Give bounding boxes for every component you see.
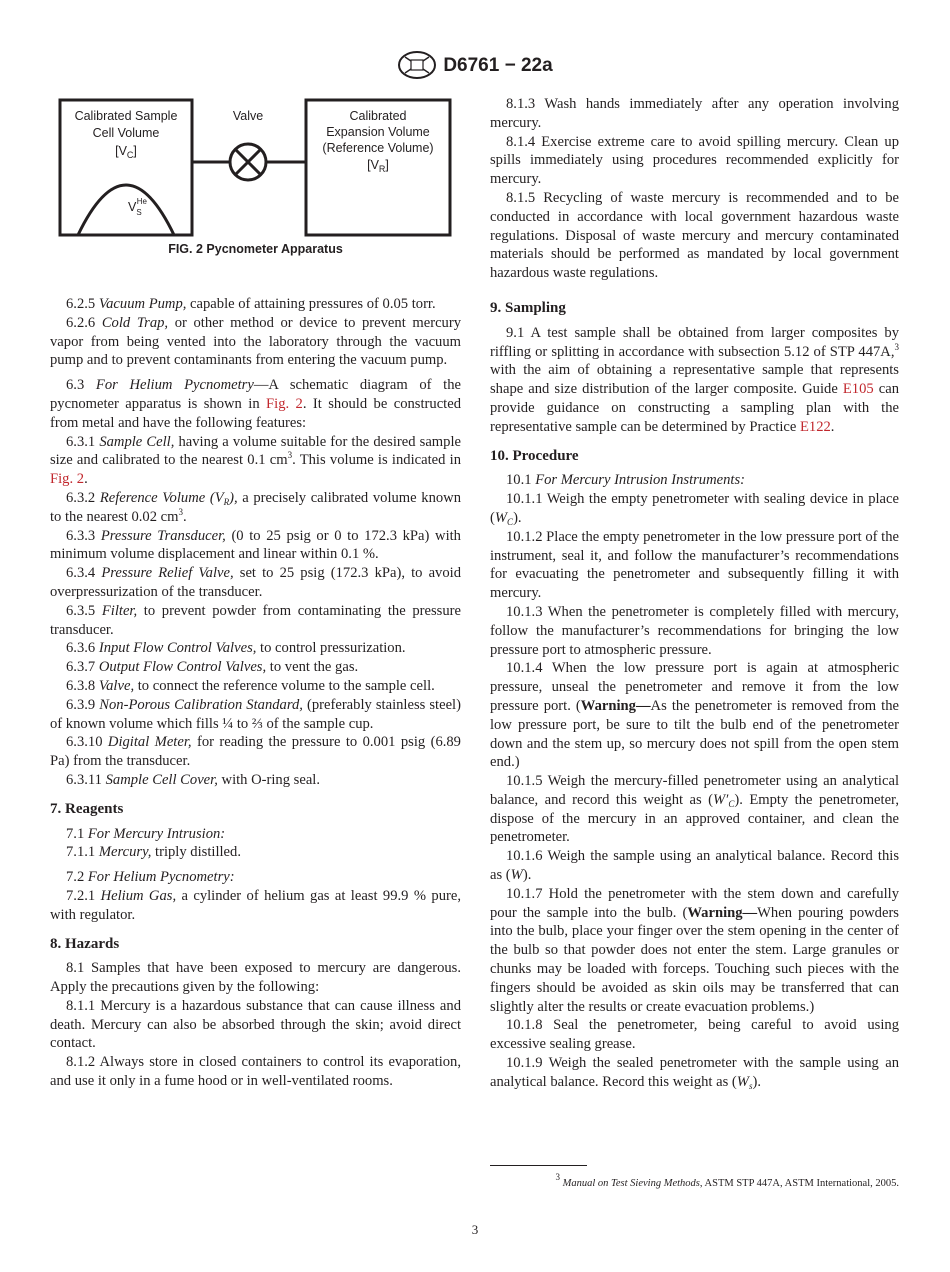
para-10-1: 10.1 For Mercury Intrusion Instruments:	[506, 472, 746, 489]
para-6-2-6: 6.2.6 Cold Trap, or other method or device to prevent mercury vapor from being vented into the laboratory through the vacuum pump and to prevent contaminants from entering the vacuum pump.	[50, 314, 462, 369]
designation: D6761 − 22a	[443, 55, 553, 76]
para-10-1-6: 10.1.6 Weigh the sample using an analytical balance. Record this as (W).	[490, 848, 899, 884]
para-7-1: 7.1 For Mercury Intrusion:	[66, 825, 226, 842]
para-6-3-10: 6.3.10 Digital Meter, for reading the pressure to 0.001 psig (6.89 Pa) from the transducer.	[50, 734, 461, 770]
left-column	[50, 295, 461, 1091]
para-10-1-3: 10.1.3 When the penetrometer is completely filled with mercury, follow the manufacturer’s recommendations for bringing the low pressure port to atmospheric pressure.	[490, 603, 899, 658]
para-8-1-4: 8.1.4 Exercise extreme care to avoid spilling mercury. Clean up spills immediately using procedures recommended explicitly for mercury.	[490, 133, 899, 188]
fig-2-link[interactable]: Fig. 2	[266, 395, 303, 412]
para-6-3-4: 6.3.4 Pressure Relief Valve, set to 25 psig (172.3 kPa), to avoid overpressurization of the transducer.	[50, 565, 461, 600]
para-6-3-7: 6.3.7 Output Flow Control Valves, to vent the gas.	[66, 659, 359, 676]
para-10-1-1: 10.1.1 Weigh the empty penetrometer with sealing device in place $(W_C)$.	[490, 491, 899, 527]
sample-mound	[78, 185, 174, 235]
para-8-1-2: 8.1.2 Always store in closed containers to control its evaporation, and use it only in a fume hood or in well-ventilated rooms.	[50, 1054, 461, 1090]
para-8-1: 8.1 Samples that have been exposed to mercury are dangerous. Apply the precautions given by the following:	[50, 960, 461, 996]
para-6-3-5: 6.3.5 Filter, to prevent powder from contaminating the pressure transducer.	[50, 602, 461, 638]
svg-text:[VC]: $[V_C]$	[115, 144, 137, 160]
para-8-1-1: 8.1.1 Mercury is a hazardous substance that can cause illness and death. Mercury can also be absorbed through the skin; avoid direct contact.	[50, 997, 461, 1052]
para-6-2-5: 6.2.5 Vacuum Pump, capable of attaining pressures of 0.05 torr.	[66, 296, 436, 312]
e122-link[interactable]: E122	[799, 418, 831, 435]
section-8-heading: 8. Hazards	[50, 935, 120, 952]
right-box-line-2: Expansion Volume	[326, 125, 430, 139]
para-6-3-8: 6.3.8 Valve, to connect the reference volume to the sample cell.	[66, 677, 435, 694]
para-8-1-5: 8.1.5 Recycling of waste mercury is recommended and to be conducted in accordance with local government hazardous waste regulations. Disposal of waste mercury and mercury contaminated materials should be performed as mandated by local government hazardous waste regulations.	[490, 189, 899, 282]
para-7-2-1: 7.2.1 Helium Gas, a cylinder of helium gas at least 99.9 % pure, with regulator.	[50, 887, 461, 923]
right-box-line-1: Calibrated	[349, 109, 407, 123]
section-7-heading: 7. Reagents	[50, 800, 124, 817]
para-6-3-1: 6.3.1 Sample Cell, having a volume suitable for the desired sample size and calibrated to the nearest 0.1 $cm^3$. This volume is indicated in Fig. 2.	[50, 433, 462, 488]
sample-volume-label: $V_SHe$	[128, 197, 147, 217]
right-column	[490, 95, 899, 1092]
para-8-1-3: 8.1.3 Wash hands immediately after any operation involving mercury.	[490, 96, 899, 131]
svg-text:[VR]: $[V_R]$	[367, 158, 389, 174]
para-6-3-9: 6.3.9 Non-Porous Calibration Standard, (preferably stainless steel) of known volume which fills ¼ to ⅔ of the sample cup.	[50, 696, 461, 732]
e105-link[interactable]: E105	[842, 381, 874, 398]
para-10-1-7: 10.1.7 Hold the penetrometer with the stem down and carefully pour the sample into the bulb. (Warning—When pouring powders into the bulb, place your finger over the stem opening in the center of the bulb so that powder does not enter the stem. Large granules or chunks may be loaded with forceps. Touching such pieces with the fingers should be avoided as skin oils may be transferred that can slightly alter the results or create evacuation problems.)	[490, 885, 899, 1015]
para-10-1-4: 10.1.4 When the low pressure port is again at atmospheric pressure, unseal the penetrometer and remove it from the low pressure port. (Warning—As the penetrometer is removed from the low pressure port, be sure to tilt the bulb end of the penetrometer down and the stem up, so mercury does not spill from the open stem end.)	[490, 660, 899, 771]
para-10-1-5: 10.1.5 Weigh the mercury-filled penetrometer using an analytical balance, and record this weight as $(W'_C)$. Empty the penetrometer, dispose of the mercury in an approved container, and clean the penetrometer.	[490, 773, 899, 846]
valve-label: Valve	[232, 109, 264, 123]
left-box-line-1: Calibrated Sample	[74, 109, 178, 123]
astm-logo-icon	[397, 50, 437, 80]
para-9-1: 9.1 A test sample shall be obtained from larger composites by riffling or splitting in accordance with subsection 5.12 of STP 447A,$^3$ with the aim of obtaining a representative sample that represents shape and size distribution of the larger composite. Guide E105 can provide guidance on constructing a sampling plan with the representative sample can be determined by Practice E122.	[490, 324, 899, 435]
para-6-3-3: 6.3.3 Pressure Transducer, (0 to 25 psig or 0 to 172.3 kPa) with minimum volume displacement and linear within 0.1 %.	[50, 527, 461, 563]
page-number: 3	[471, 1222, 479, 1237]
para-10-1-9: 10.1.9 Weigh the sealed penetrometer with the sample using an analytical balance. Record this weight as $(W_s)$.	[490, 1055, 899, 1091]
para-10-1-2: 10.1.2 Place the empty penetrometer in the low pressure port of the instrument, seal it, and follow the manufacturer’s recommendations for evacuating the penetrometer and subsequently filling it with mercury.	[490, 528, 899, 602]
para-6-3-11: 6.3.11 Sample Cell Cover, with O-ring seal.	[66, 771, 321, 788]
pycnometer-figure	[50, 95, 461, 265]
para-6-3: 6.3 For Helium Pycnometry—A schematic diagram of the pycnometer apparatus is shown in Fig. 2. It should be constructed from metal and have the following features:	[50, 377, 462, 431]
para-6-3-2: 6.3.2 Reference Volume $(V_R)$, a precisely calibrated volume known to the nearest 0.02 $cm^3$.	[50, 489, 461, 525]
footnote-rule	[490, 1165, 587, 1166]
right-box-line-3: (Reference Volume)	[322, 141, 434, 155]
section-10-heading: 10. Procedure	[490, 447, 579, 464]
footnote: $^3$ Manual on Test Sieving Methods, ASTM STP 447A, ASTM International, 2005.	[555, 1172, 899, 1189]
section-9-heading: 9. Sampling	[490, 299, 566, 316]
left-box-line-2: Cell Volume	[92, 126, 160, 140]
para-7-1-1: 7.1.1 Mercury, triply distilled.	[66, 844, 241, 861]
para-7-2: 7.2 For Helium Pycnometry:	[66, 869, 235, 886]
figure-caption: FIG. 2 Pycnometer Apparatus	[168, 242, 343, 256]
para-6-3-6: 6.3.6 Input Flow Control Valves, to control pressurization.	[66, 640, 406, 657]
para-10-1-8: 10.1.8 Seal the penetrometer, being careful to avoid using excessive sealing grease.	[490, 1017, 899, 1053]
page-header	[0, 50, 950, 80]
fig-2-link[interactable]: Fig. 2	[50, 471, 85, 488]
